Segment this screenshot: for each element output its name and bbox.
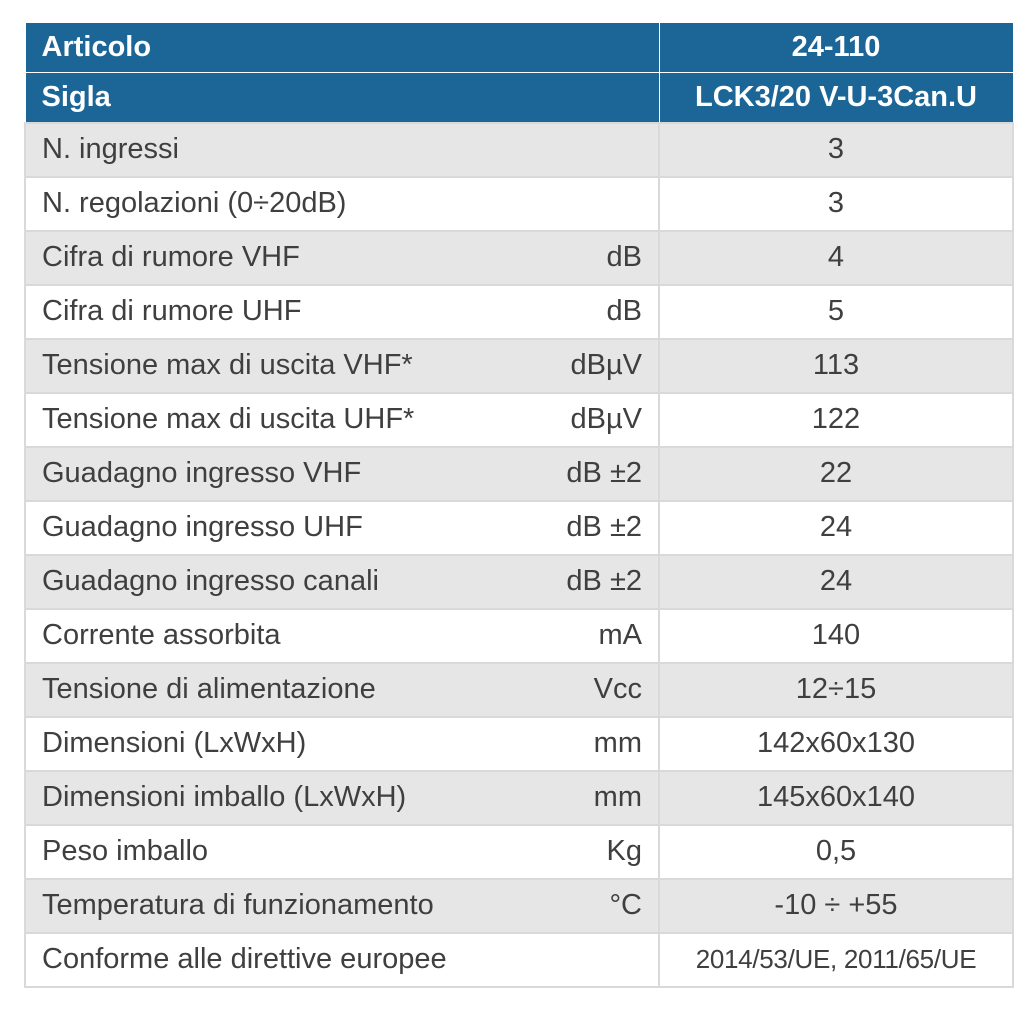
- row-unit: mm: [593, 727, 642, 759]
- row-label: Tensione max di uscita UHF*: [42, 403, 415, 435]
- row-unit: dB ±2: [566, 457, 642, 489]
- row-label-cell: [25, 771, 659, 825]
- row-label: Tensione di alimentazione: [42, 673, 376, 705]
- row-label: Cifra di rumore UHF: [42, 295, 302, 327]
- row-label: N. ingressi: [42, 133, 179, 165]
- row-unit: Kg: [606, 835, 642, 867]
- row-label: Cifra di rumore VHF: [42, 241, 300, 273]
- table-row: [25, 447, 1013, 501]
- table-row: [25, 879, 1013, 933]
- spec-table: [24, 22, 1014, 988]
- row-label: Temperatura di funzionamento: [42, 889, 434, 921]
- table-row: [25, 771, 1013, 825]
- row-value: 12÷15: [659, 663, 1013, 717]
- row-label: Dimensioni imballo (LxWxH): [42, 781, 407, 813]
- articolo-label: Articolo: [25, 23, 659, 73]
- row-label: N. regolazioni (0÷20dB): [42, 187, 347, 219]
- sigla-label: Sigla: [25, 73, 659, 123]
- row-label: Tensione max di uscita VHF*: [42, 349, 413, 381]
- table-row: [25, 825, 1013, 879]
- row-label: Guadagno ingresso VHF: [42, 457, 362, 489]
- table-row: [25, 555, 1013, 609]
- row-unit: dB ±2: [566, 565, 642, 597]
- row-label-cell: [25, 825, 659, 879]
- row-unit: mA: [598, 619, 642, 651]
- row-unit: dBµV: [570, 349, 642, 381]
- row-unit: dB: [606, 241, 642, 273]
- row-label-cell: [25, 231, 659, 285]
- row-label-cell: [25, 879, 659, 933]
- table-row: [25, 285, 1013, 339]
- row-label-cell: [25, 285, 659, 339]
- row-unit: °C: [609, 889, 642, 921]
- table-row: [25, 501, 1013, 555]
- table-row: [25, 123, 1013, 177]
- table-row: [25, 231, 1013, 285]
- row-value: 113: [659, 339, 1013, 393]
- table-row: [25, 393, 1013, 447]
- table-row: [25, 339, 1013, 393]
- row-value: 142x60x130: [659, 717, 1013, 771]
- row-value: 22: [659, 447, 1013, 501]
- row-label: Guadagno ingresso UHF: [42, 511, 363, 543]
- row-value: 24: [659, 501, 1013, 555]
- row-label-cell: [25, 609, 659, 663]
- row-value: 2014/53/UE, 2011/65/UE: [659, 933, 1013, 987]
- row-unit: dB: [606, 295, 642, 327]
- row-unit: dB ±2: [566, 511, 642, 543]
- table-row: [25, 177, 1013, 231]
- row-value: 140: [659, 609, 1013, 663]
- row-label: Peso imballo: [42, 835, 209, 867]
- row-label: Dimensioni (LxWxH): [42, 727, 307, 759]
- row-label: Conforme alle direttive europee: [42, 943, 447, 975]
- table-row: [25, 933, 1013, 987]
- row-label-cell: [25, 447, 659, 501]
- header-row-sigla: [25, 73, 1013, 123]
- row-value: 4: [659, 231, 1013, 285]
- row-unit: mm: [593, 781, 642, 813]
- row-value: 5: [659, 285, 1013, 339]
- row-label-cell: [25, 123, 659, 177]
- table-row: [25, 717, 1013, 771]
- row-label: Corrente assorbita: [42, 619, 281, 651]
- row-label-cell: [25, 717, 659, 771]
- row-unit: Vcc: [593, 673, 642, 705]
- row-label-cell: [25, 393, 659, 447]
- row-value: 145x60x140: [659, 771, 1013, 825]
- row-value: 3: [659, 177, 1013, 231]
- table-row: [25, 663, 1013, 717]
- row-label: Guadagno ingresso canali: [42, 565, 379, 597]
- row-label-cell: [25, 339, 659, 393]
- row-unit: dBµV: [570, 403, 642, 435]
- row-label-cell: [25, 555, 659, 609]
- row-label-cell: [25, 177, 659, 231]
- row-value: -10 ÷ +55: [659, 879, 1013, 933]
- row-value: 0,5: [659, 825, 1013, 879]
- row-label-cell: [25, 501, 659, 555]
- row-label-cell: [25, 663, 659, 717]
- sigla-value: LCK3/20 V-U-3Can.U: [659, 73, 1013, 123]
- row-label-cell: [25, 933, 659, 987]
- table-row: [25, 609, 1013, 663]
- row-value: 24: [659, 555, 1013, 609]
- row-value: 122: [659, 393, 1013, 447]
- header-row-articolo: [25, 23, 1013, 73]
- row-value: 3: [659, 123, 1013, 177]
- articolo-value: 24-110: [659, 23, 1013, 73]
